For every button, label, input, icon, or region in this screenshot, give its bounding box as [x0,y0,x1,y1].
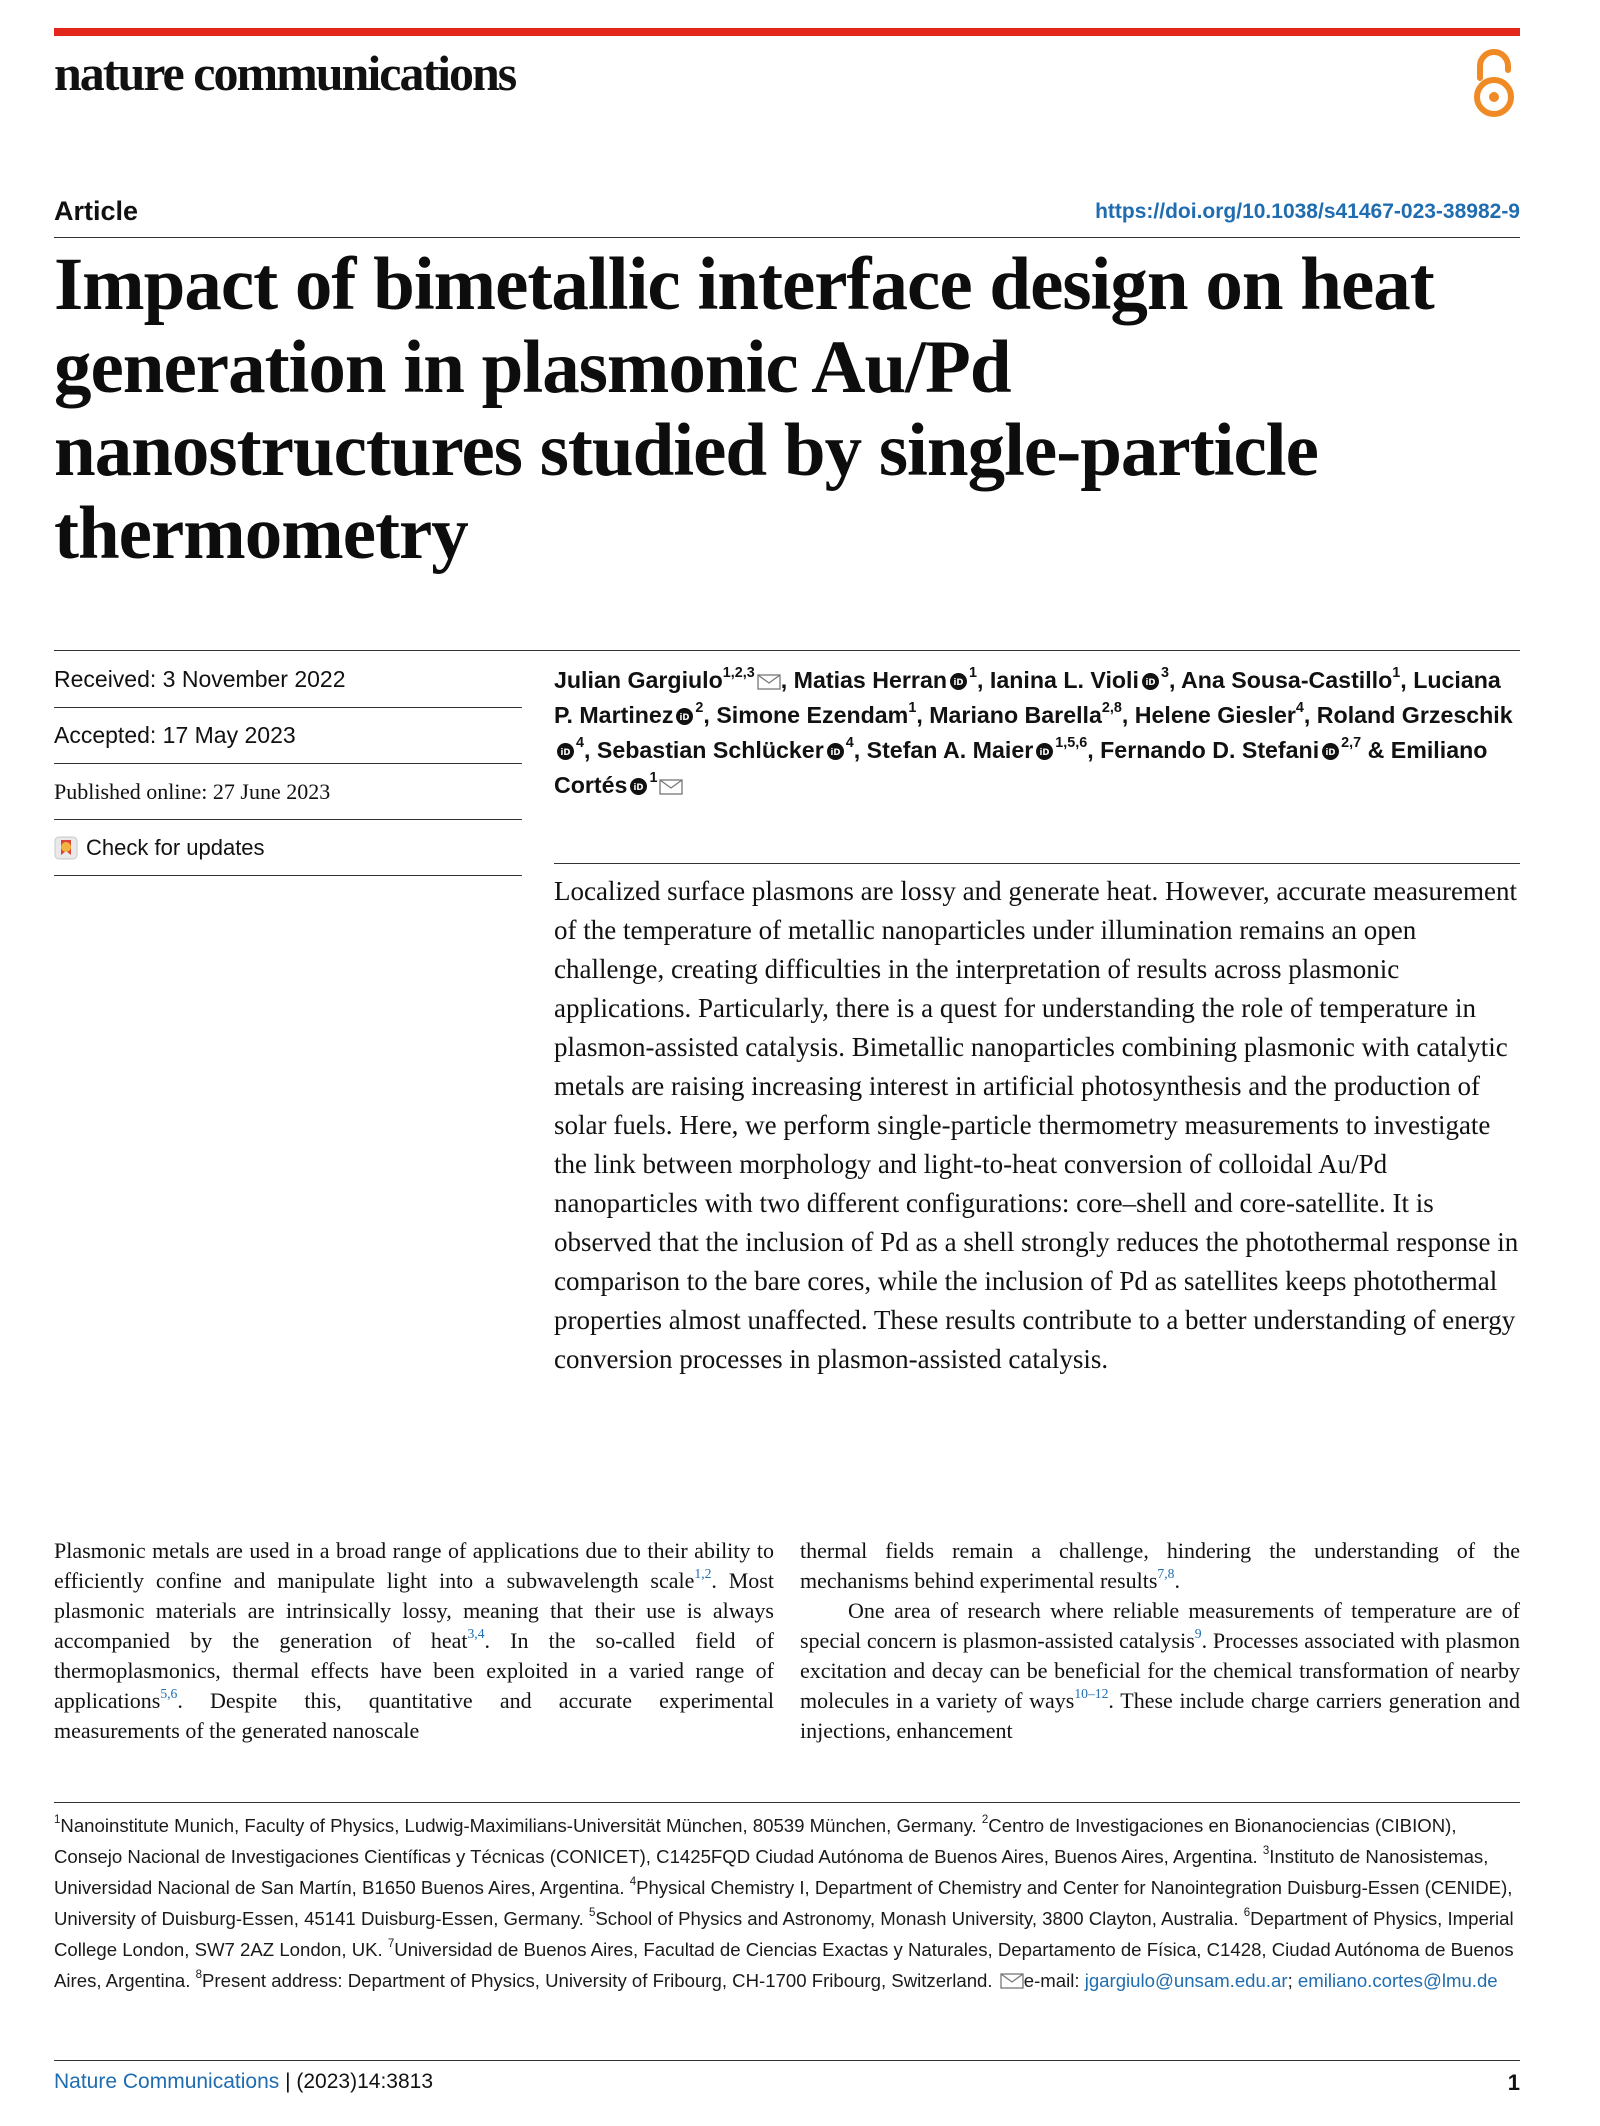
author-affiliation-number: 1,2,3 [722,665,755,682]
divider [54,1802,1520,1803]
divider [54,237,1520,238]
orcid-icon[interactable] [557,743,574,760]
affiliation-number: 1 [54,1814,61,1827]
author[interactable] [716,702,916,728]
body-paragraph: thermal fields remain a challenge, hindering the understanding of the mechanisms behind experimental results$^{7,8}$. [800,1538,1520,1593]
affiliation-number: 4 [629,1876,637,1889]
author-name: Roland Grzeschik [1316,702,1513,728]
author-affiliation-number: 4 [1295,700,1304,717]
author-affiliation-number: 2 [695,700,704,717]
author[interactable] [1181,667,1400,693]
top-accent-bar [54,28,1520,36]
author-affiliation-number: 1 [908,700,917,717]
orcid-icon[interactable] [1036,743,1053,760]
author-list: Julian Gargiulo$^{1,2,3}$ , Matias Herran iD $^1$, Ianina L. Violi iD $^3$, Ana Sousa-Castillo$^1$, Luciana P. Martinez iD $^2$, Simone Ezendam$^1$, Mariano Barella$^{2,8}$, Helene Giesler$^4$, Roland Grzeschik iD $^4$, Sebastian Schlücker iD $^4$, Stefan A. Maier iD $^{1,5,6}$, Fernando D. Stefani iD $^{2,7}$ & Emiliano Cortés iD $^1$ [554,665,1513,798]
open-access-icon [1468,48,1520,120]
author-affiliation-number: 1,5,6 [1055,735,1088,752]
author-name: Stefan A. Maier [866,737,1034,763]
author-affiliation-number: 4 [845,735,854,752]
body-column-left: Plasmonic metals are used in a broad range of applications due to their ability to efficiently confine and manipulate light into a subwavelength scale$^{1,2}$. Most plasmonic materials are intrinsically lossy, meaning that their use is always accompanied by the generation of heat$^{3,4}$. In the so-called field of thermoplasmonics, thermal effects have been exploited in a varied range of applications$^{5,6}$. Despite this, quantitative and accurate experimental measurements of the generated nanoscale [54,1538,774,1743]
footer-volume: | (2023)14:3813 [279,2070,434,2093]
author-name: Luciana P. Martinez [554,667,1501,728]
divider [54,650,1520,651]
accepted-date: Accepted: 17 May 2023 [54,708,522,764]
author-affiliation-number: 4 [576,735,584,752]
author-name: Emiliano Cortés [554,737,1488,798]
author-name: Julian Gargiulo [554,667,723,693]
email-icon[interactable] [659,779,683,795]
affiliation-number: 5 [588,1907,596,1920]
author-name: Sebastian Schlücker [596,737,824,763]
affiliation-number: 8 [195,1969,203,1982]
affiliations: $^1$Nanoinstitute Munich, Faculty of Physics, Ludwig-Maximilians-Universität München, 80539 München, Germany. $^2$Centro de Investigaciones en Bionanociencias (CIBION), Consejo Nacional de Investigaciones Científicas y Técnicas (CONICET), C1425FQD Ciudad Autónoma de Buenos Aires, Buenos Aires, Argentina. $^3$Instituto de Nanosistemas, Universidad Nacional de San Martín, B1650 Buenos Aires, Argentina. $^4$Physical Chemistry I, Department of Chemistry and Center for Nanointegration Duisburg-Essen (CENIDE), University of Duisburg-Essen, 45141 Duisburg-Essen, Germany. $^5$School of Physics and Astronomy, Monash University, 3800 Clayton, Australia. $^6$Department of Physics, Imperial College London, SW7 2AZ London, UK. $^7$Universidad de Buenos Aires, Facultad de Ciencias Exactas y Naturales, Departamento de Física, C1428, Ciudad Autónoma de Buenos Aires, Argentina. $^8$Present address: Department of Physics, University of Fribourg, CH-1700 Fribourg, Switzerland. e-mail: jgargiulo@unsam.edu.ar; emiliano.cortes@lmu.de [54,1814,1514,1991]
author[interactable] [597,737,854,763]
article-dates [54,652,522,876]
author[interactable] [1100,737,1361,763]
orcid-icon[interactable] [630,778,647,795]
affiliation-number: 3 [1262,1845,1270,1858]
orcid-icon[interactable] [827,743,844,760]
email-link[interactable]: emiliano.cortes@lmu.de [1297,1970,1498,1991]
svg-text:iD: iD [1325,747,1336,758]
orcid-icon[interactable] [1322,743,1339,760]
author[interactable] [990,667,1169,693]
citation-ref[interactable]: 10–12 [1074,1685,1109,1701]
author[interactable] [794,667,977,693]
divider [554,863,1520,864]
check-updates-label: Check for updates [86,834,265,860]
citation-ref[interactable]: 5,6 [160,1685,178,1701]
author-affiliation-number: 1 [649,770,658,787]
affiliation-number: 2 [981,1814,989,1827]
author-name: Matias Herran [793,667,948,693]
citation-ref[interactable]: 1,2 [694,1565,712,1581]
svg-text:iD: iD [830,747,841,758]
author-name: Mariano Barella [929,702,1102,728]
author[interactable] [929,702,1122,728]
page-number: 1 [1507,2070,1520,2095]
svg-text:iD: iD [560,747,571,758]
orcid-icon[interactable] [676,708,693,725]
received-date: Received: 3 November 2022 [54,652,522,708]
check-updates-icon [54,836,78,860]
author[interactable] [1135,702,1304,728]
doi-link[interactable]: https://doi.org/10.1038/s41467-023-38982-9 [1095,200,1520,223]
svg-text:iD: iD [633,782,644,793]
citation-ref[interactable]: 9 [1194,1625,1202,1641]
author-name: Fernando D. Stefani [1100,737,1320,763]
author-name: Ana Sousa-Castillo [1180,667,1393,693]
article-type: Article [54,196,139,226]
body-paragraph: One area of research where reliable measurements of temperature are of special concern is plasmon-assisted catalysis$^9$. Processes associated with plasmon excitation and decay can be beneficial for the chemical transformation of nearby molecules in a variety of ways$^{10-12}$. These include charge carriers generation and injections, enhancement [800,1598,1520,1743]
journal-name[interactable]: nature communications [54,45,516,101]
email-icon[interactable] [757,674,781,690]
author-name: Simone Ezendam [716,702,909,728]
author-name: Helene Giesler [1134,702,1296,728]
check-for-updates-link[interactable] [54,820,522,876]
affiliation-number: 7 [387,1938,395,1951]
body-column-right [800,1536,1520,1746]
email-icon[interactable] [1000,1973,1024,1989]
abstract: Localized surface plasmons are lossy and generate heat. However, accurate measurement of the temperature of metallic nanoparticles under illumination remains an open challenge, creating difficulties in the interpretation of results across plasmonic applications. Particularly, there is a quest for understanding the role of temperature in plasmon-assisted catalysis. Bimetallic nanoparticles combining plasmonic with catalytic metals are raising increasing interest in artificial photosynthesis and the production of solar fuels. Here, we perform single-particle thermometry measurements to investigate the link between morphology and light-to-heat conversion of colloidal Au/Pd nanoparticles with two different configurations: core–shell and core-satellite. It is observed that the inclusion of Pd as a shell strongly reduces the photothermal response in comparison to the bare cores, while the inclusion of Pd as satellites keeps photothermal properties almost unaffected. These results contribute to a better understanding of energy conversion processes in plasmon-assisted catalysis. [554,876,1519,1374]
divider [54,2060,1520,2061]
author-affiliation-number: 3 [1160,665,1169,682]
published-date: Published online: 27 June 2023 [54,764,522,820]
citation-ref[interactable]: 7,8 [1157,1565,1175,1581]
citation-ref[interactable]: 3,4 [467,1625,485,1641]
orcid-icon[interactable] [950,673,967,690]
author[interactable] [554,667,781,693]
orcid-icon[interactable] [1142,673,1159,690]
footer-citation [54,2070,433,2094]
author-affiliation-number: 1 [1392,665,1401,682]
affiliation-number: 6 [1243,1907,1251,1920]
author-affiliation-number: 2,8 [1101,700,1122,717]
svg-text:iD: iD [953,677,964,688]
author[interactable] [867,737,1088,763]
article-title: Impact of bimetallic interface design on heat generation in plasmonic Au/Pd nanostructures studied by single-particle thermometry [54,243,1434,575]
author-affiliation-number: 1 [969,665,978,682]
svg-text:iD: iD [679,712,690,723]
author-name: Ianina L. Violi [989,667,1139,693]
svg-text:iD: iD [1145,677,1156,688]
email-link[interactable]: jgargiulo@unsam.edu.ar [1084,1970,1288,1991]
author-affiliation-number: 2,7 [1341,735,1362,752]
svg-text:iD: iD [1039,747,1050,758]
footer-journal[interactable]: Nature Communications [54,2070,280,2093]
